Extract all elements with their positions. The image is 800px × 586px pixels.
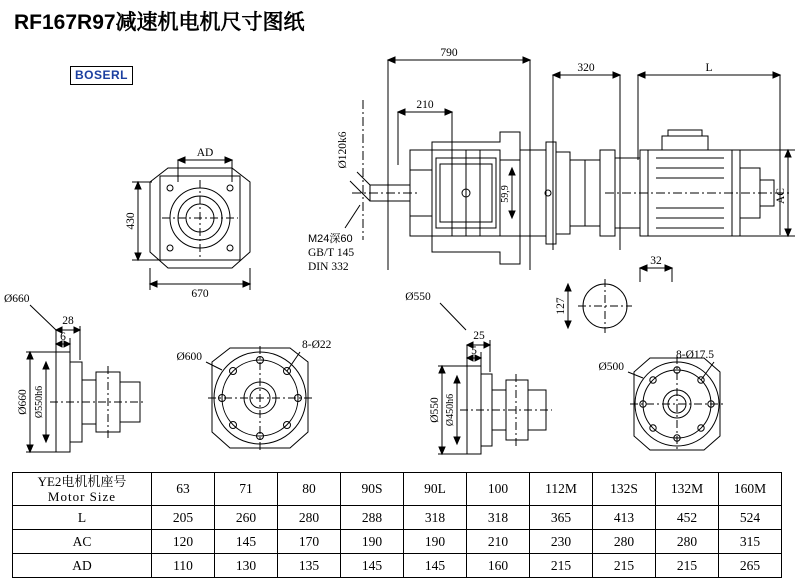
dim-32: 32 [650,255,662,267]
table-row [13,506,782,530]
table-cell: 280 [278,506,341,530]
dim-127: 127 [555,297,567,315]
motor-dimension-table [12,472,782,578]
brand-logo: BOSERL [70,66,133,85]
dim-6: 6 [60,331,66,343]
dim-660-label: Ø660 [4,293,30,305]
table-cell: 280 [593,530,656,554]
table-cell: 260 [215,506,278,530]
table-row [13,554,782,578]
table-header-row [13,473,782,506]
note-m24: M24深60 [308,233,353,245]
table-cell: 215 [656,554,719,578]
table-cell: 145 [341,554,404,578]
table-cell: 215 [593,554,656,578]
dim-5: 5 [471,345,477,357]
dim-AC: AC [775,188,787,204]
table-cell: 280 [656,530,719,554]
table-cell: 190 [404,530,467,554]
row-label: AD [13,554,152,578]
dim-430: 430 [125,212,137,230]
note-gbt145: GB/T 145 [308,247,355,259]
dim-210: 210 [416,99,434,111]
table-cell: 110 [152,554,215,578]
table-cell: 210 [467,530,530,554]
table-cell: 288 [341,506,404,530]
holes-8-17-5: 8-Ø17.5 [676,349,715,361]
table-cell: 413 [593,506,656,530]
motor-size-cell: 90S [341,473,404,506]
table-header-en: Motor Size [47,489,117,504]
motor-size-cell: 160M [719,473,782,506]
table-cell: 215 [530,554,593,578]
table-cell: 170 [278,530,341,554]
dim-790: 790 [440,47,458,59]
dim-120k6: Ø120k6 [337,131,349,169]
motor-size-cell: 112M [530,473,593,506]
motor-size-cell: 90L [404,473,467,506]
table-row [13,530,782,554]
motor-size-cell: 132S [593,473,656,506]
dim-660: Ø660 [17,389,29,415]
note-din332: DIN 332 [308,261,349,273]
table-cell: 120 [152,530,215,554]
table-cell: 318 [467,506,530,530]
motor-size-cell: 63 [152,473,215,506]
dim-550-top: Ø550 [405,291,431,303]
table-cell: 130 [215,554,278,578]
motor-size-cell: 132M [656,473,719,506]
table-cell: 230 [530,530,593,554]
dim-25: 25 [473,330,485,342]
motor-size-cell: 100 [467,473,530,506]
row-label: AC [13,530,152,554]
motor-size-cell: 71 [215,473,278,506]
table-cell: 160 [467,554,530,578]
table-cell: 452 [656,506,719,530]
dim-550: Ø550 [429,397,441,423]
dim-59-9: 59,9 [500,185,511,203]
table-cell: 145 [404,554,467,578]
dim-28: 28 [62,315,74,327]
dim-600: Ø600 [176,351,202,363]
page-title: RF167R97减速机电机尺寸图纸 [14,11,305,34]
table-cell: 135 [278,554,341,578]
dim-550h6: Ø550h6 [34,385,45,419]
dim-320: 320 [577,62,595,74]
table-cell: 205 [152,506,215,530]
table-header-label [13,473,152,506]
row-label: L [13,506,152,530]
dim-L: L [705,62,713,74]
dim-670: 670 [191,288,209,300]
table-cell: 365 [530,506,593,530]
table-cell: 315 [719,530,782,554]
table-cell: 145 [215,530,278,554]
dim-450h6: Ø450h6 [445,393,456,427]
table-cell: 265 [719,554,782,578]
table-cell: 318 [404,506,467,530]
dim-AD: AD [196,147,214,159]
motor-size-cell: 80 [278,473,341,506]
holes-8-22: 8-Ø22 [302,339,332,351]
table-header-cn: YE2电机机座号 [37,474,127,489]
table-cell: 524 [719,506,782,530]
table-cell: 190 [341,530,404,554]
dim-500: Ø500 [598,361,624,373]
